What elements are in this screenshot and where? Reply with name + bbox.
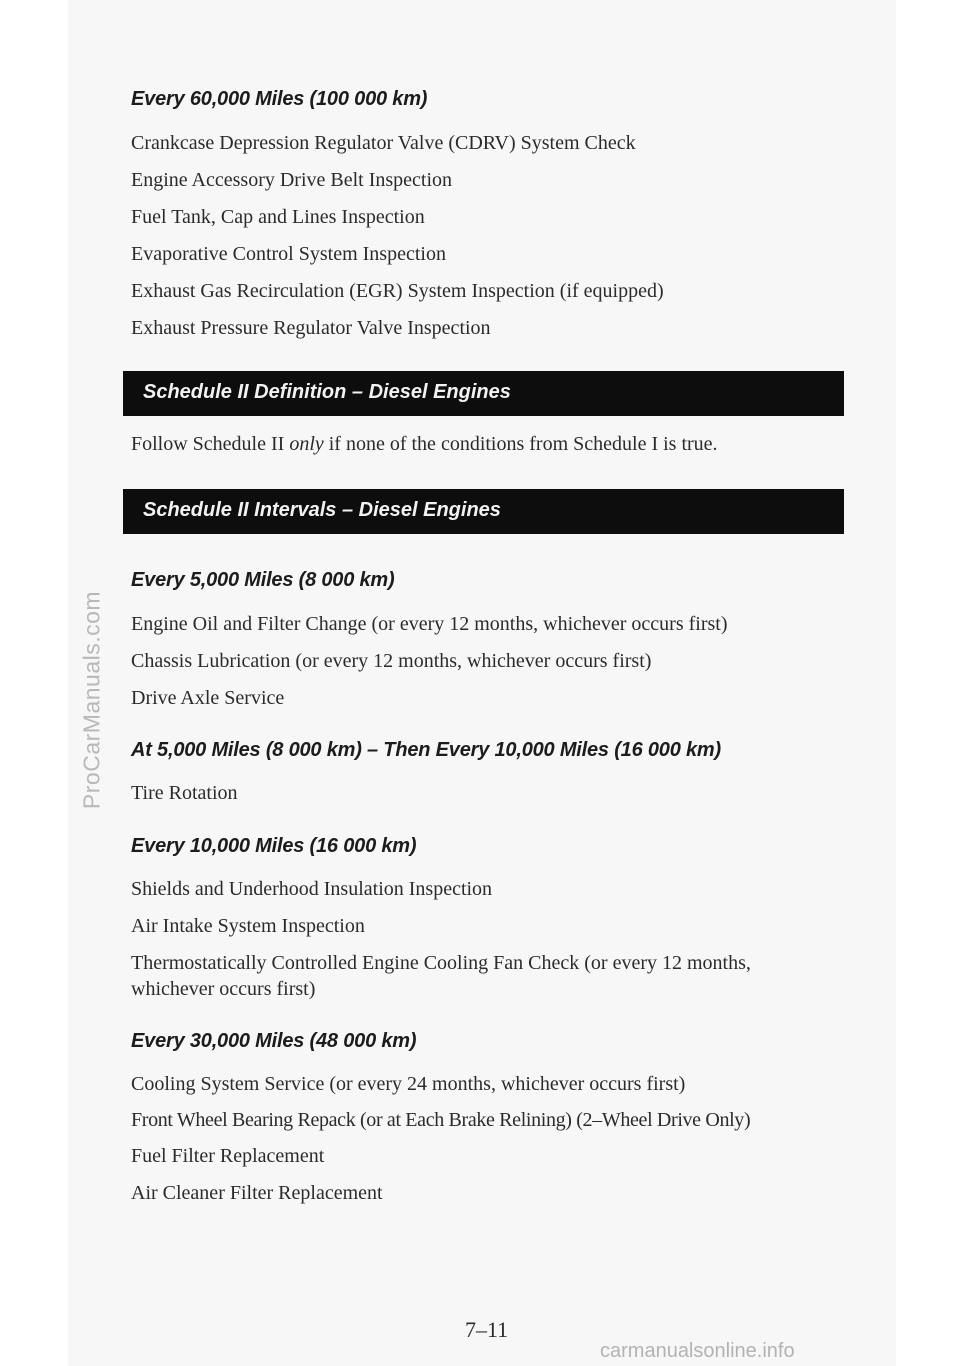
definition-paragraph xyxy=(131,433,718,456)
list-item: Fuel Filter Replacement xyxy=(131,1145,325,1167)
banner-title: Schedule II Definition – Diesel Engines xyxy=(143,381,511,403)
heading-every-60000-miles: Every 60,000 Miles (100 000 km) xyxy=(131,88,428,110)
heading-every-10000-miles: Every 10,000 Miles (16 000 km) xyxy=(131,835,417,857)
list-item: Fuel Tank, Cap and Lines Inspection xyxy=(131,206,425,228)
heading-every-5000-miles: Every 5,000 Miles (8 000 km) xyxy=(131,569,395,591)
list-item: Front Wheel Bearing Repack (or at Each Brake Relining) (2–Wheel Drive Only) xyxy=(131,1109,751,1131)
banner-schedule-ii-definition xyxy=(123,371,844,416)
watermark-left: ProCarManuals.com xyxy=(78,590,105,810)
list-item: Shields and Underhood Insulation Inspection xyxy=(131,878,493,900)
heading-at-5000-then-every-10000-miles: At 5,000 Miles (8 000 km) – Then Every 10,000 Miles (16 000 km) xyxy=(131,739,721,761)
list-item: Exhaust Gas Recirculation (EGR) System Inspection (if equipped) xyxy=(131,280,664,302)
list-item: Cooling System Service (or every 24 months, whichever occurs first) xyxy=(131,1073,686,1095)
list-item: Tire Rotation xyxy=(131,782,238,804)
list-item: Thermostatically Controlled Engine Cooling Fan Check (or every 12 months, whichever occurs first) xyxy=(131,952,751,1000)
list-item: Evaporative Control System Inspection xyxy=(131,243,446,265)
definition-text-after: if none of the conditions from Schedule I is true. xyxy=(323,433,718,455)
definition-text-emphasis: only xyxy=(289,433,324,455)
definition-text-before: Follow Schedule II xyxy=(131,433,290,455)
list-item: Exhaust Pressure Regulator Valve Inspection xyxy=(131,317,491,339)
page-number: 7–11 xyxy=(465,1317,509,1342)
list-item: Drive Axle Service xyxy=(131,687,285,709)
list-item: Engine Oil and Filter Change (or every 12 months, whichever occurs first) xyxy=(131,613,728,635)
list-item: Air Intake System Inspection xyxy=(131,915,365,937)
heading-every-30000-miles: Every 30,000 Miles (48 000 km) xyxy=(131,1030,417,1052)
list-item: Engine Accessory Drive Belt Inspection xyxy=(131,169,453,191)
watermark-bottom: carmanualsonline.info xyxy=(600,1340,795,1362)
list-item: Crankcase Depression Regulator Valve (CDRV) System Check xyxy=(131,132,636,154)
list-item: Chassis Lubrication (or every 12 months, whichever occurs first) xyxy=(131,650,652,672)
banner-schedule-ii-intervals xyxy=(123,489,844,534)
banner-title: Schedule II Intervals – Diesel Engines xyxy=(143,499,501,521)
list-item: Air Cleaner Filter Replacement xyxy=(131,1182,383,1204)
